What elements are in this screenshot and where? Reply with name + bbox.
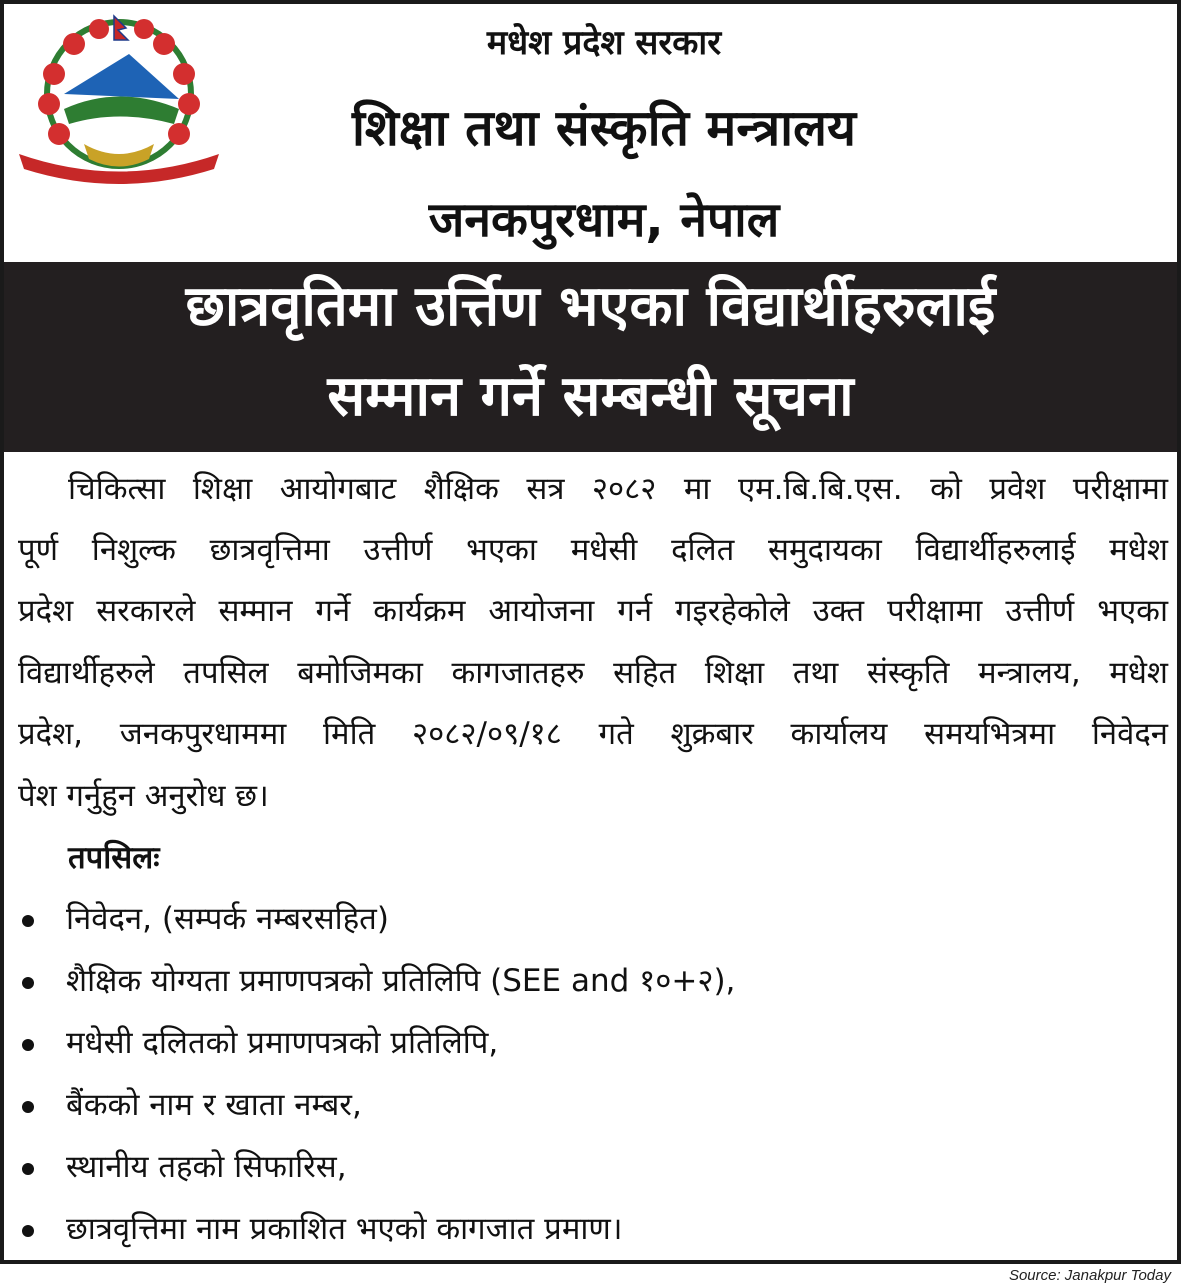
body-line: विद्यार्थीहरुले तपसिल बमोजिमका कागजातहरु सहित शिक्षा तथा संस्कृति मन्त्रालय, मधेश <box>18 655 1168 691</box>
bullet-icon <box>22 1163 34 1175</box>
bullet-icon <box>22 915 34 927</box>
notice-title-line1: छात्रवृतिमा उर्त्तिण भएका विद्यार्थीहरुलाई <box>185 274 996 339</box>
nepal-emblem-icon <box>14 14 224 194</box>
list-title: तपसिलः <box>68 840 160 876</box>
bullet-icon <box>22 1225 34 1237</box>
notice-title-line2: सम्मान गर्ने सम्बन्धी सूचना <box>327 364 854 429</box>
notice-header <box>4 4 1177 262</box>
government-name: मधेश प्रदेश सरकार <box>486 23 722 63</box>
list-item: स्थानीय तहको सिफारिस, <box>22 1142 347 1192</box>
bullet-icon <box>22 977 34 989</box>
list-item: मधेसी दलितको प्रमाणपत्रको प्रतिलिपि, <box>22 1018 498 1068</box>
bullet-icon <box>22 1101 34 1113</box>
body-line: पेश गर्नुहुन अनुरोध छ। <box>18 778 269 814</box>
source-credit: Source: Janakpur Today <box>1008 1267 1171 1284</box>
body-line: पूर्ण निशुल्क छात्रवृत्तिमा उत्तीर्ण भएका मधेसी दलित समुदायका विद्यार्थीहरुलाई मधेश <box>18 532 1168 568</box>
bullet-icon <box>22 1039 34 1051</box>
body-line: चिकित्सा शिक्षा आयोगबाट शैक्षिक सत्र २०८२ मा एम.बि.बि.एस. को प्रवेश परीक्षामा <box>68 471 1168 507</box>
list-item: शैक्षिक योग्यता प्रमाणपत्रको प्रतिलिपि (SEE and १०+२), <box>22 956 735 1006</box>
ministry-name: शिक्षा तथा संस्कृति मन्त्रालय <box>351 99 857 157</box>
list-item: बैंकको नाम र खाता नम्बर, <box>22 1080 362 1130</box>
body-line: प्रदेश, जनकपुरधाममा मिति २०८२/०९/१८ गते शुक्रबार कार्यालय समयभित्रमा निवेदन <box>18 716 1168 752</box>
ministry-location: जनकपुरधाम, नेपाल <box>428 192 780 248</box>
notice-title-banner <box>4 262 1177 452</box>
list-item: निवेदन, (सम्पर्क नम्बरसहित) <box>22 894 389 944</box>
body-line: प्रदेश सरकारले सम्मान गर्ने कार्यक्रम आयोजना गर्न गइरहेकोले उक्त परीक्षामा उत्तीर्ण भएका <box>18 593 1168 629</box>
list-item: छात्रवृत्तिमा नाम प्रकाशित भएको कागजात प्रमाण। <box>22 1204 623 1254</box>
